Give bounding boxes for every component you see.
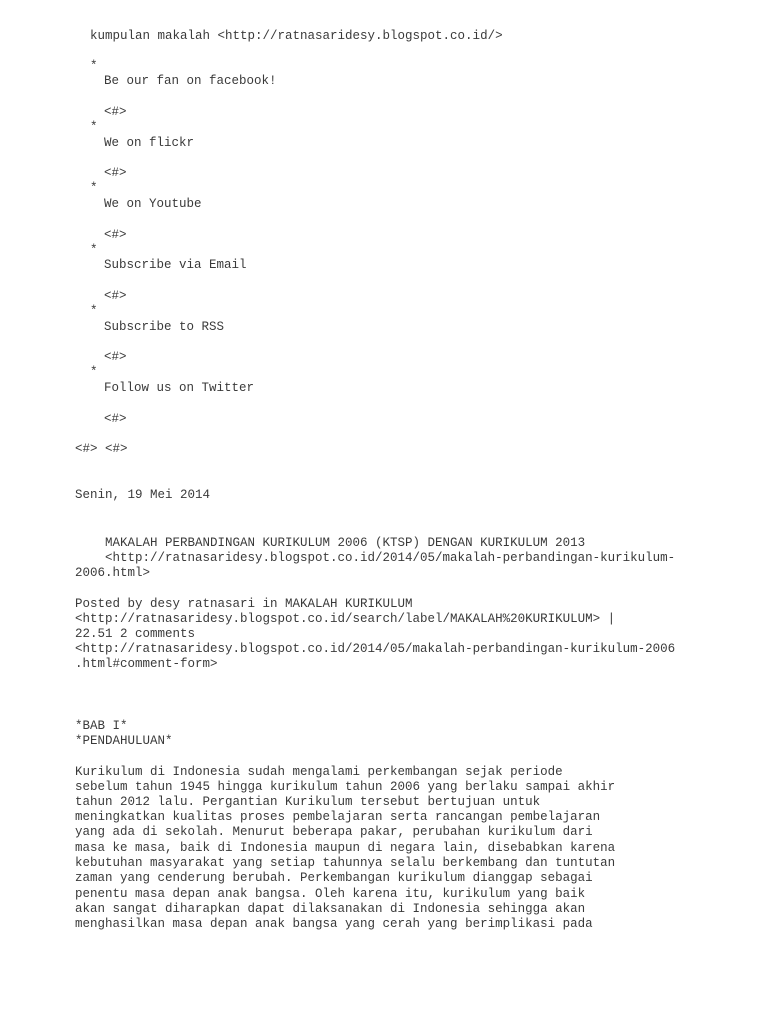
list-bullet: * — [90, 120, 98, 134]
list-bullet: * — [90, 243, 98, 257]
post-label-link[interactable]: <http://ratnasaridesy.blogspot.co.id/search/label/MAKALAH%20KURIKULUM> | — [75, 612, 616, 626]
social-link-twitter[interactable]: Follow us on Twitter — [104, 381, 255, 395]
paragraph-line: zaman yang cenderung berubah. Perkembangan kurikulum dianggap sebagai — [75, 871, 593, 885]
post-date: Senin, 19 Mei 2014 — [75, 488, 211, 502]
paragraph-line: meningkatkan kualitas proses pembelajaran serta rancangan pembelajaran — [75, 810, 601, 824]
paragraph-line: masa ke masa, baik di Indonesia maupun di negara lain, disebabkan karena — [75, 841, 616, 855]
post-title-line[interactable]: <http://ratnasaridesy.blogspot.co.id/2014/05/makalah-perbandingan-kurikulum- — [75, 551, 676, 565]
paragraph-line: tahun 2012 lalu. Pergantian Kurikulum tersebut bertujuan untuk — [75, 795, 541, 809]
post-title-line[interactable]: 2006.html> — [75, 566, 151, 580]
paragraph-line: menghasilkan masa depan anak bangsa yang cerah yang berimplikasi pada — [75, 917, 593, 931]
post-time-comments[interactable]: 22.51 2 comments — [75, 627, 196, 641]
paragraph-line: penentu masa depan anak bangsa. Oleh karena itu, kurikulum yang baik — [75, 887, 586, 901]
social-link-youtube[interactable]: We on Youtube — [104, 197, 202, 211]
social-anchor-link[interactable]: <#> — [104, 228, 127, 242]
site-home-link[interactable]: kumpulan makalah <http://ratnasaridesy.blogspot.co.id/> — [90, 29, 503, 43]
section-heading: *PENDAHULUAN* — [75, 734, 173, 748]
paragraph-line: kebutuhan masyarakat yang setiap tahunnya selalu berkembang dan tuntutan — [75, 856, 616, 870]
social-link-facebook[interactable]: Be our fan on facebook! — [104, 74, 277, 88]
paragraph-line: sebelum tahun 1945 hingga kurikulum tahun 2006 yang berlaku sampai akhir — [75, 780, 616, 794]
social-link-rss[interactable]: Subscribe to RSS — [104, 320, 225, 334]
list-bullet: * — [90, 365, 98, 379]
social-anchor-link[interactable]: <#> — [104, 289, 127, 303]
post-author-label[interactable]: Posted by desy ratnasari in MAKALAH KURIKULUM — [75, 597, 413, 611]
social-link-email[interactable]: Subscribe via Email — [104, 258, 247, 272]
paragraph-line: yang ada di sekolah. Menurut beberapa pakar, perubahan kurikulum dari — [75, 825, 593, 839]
social-anchor-link[interactable]: <#> — [104, 412, 127, 426]
social-anchor-link[interactable]: <#> — [104, 166, 127, 180]
chapter-heading: *BAB I* — [75, 719, 128, 733]
post-comment-link[interactable]: <http://ratnasaridesy.blogspot.co.id/2014/05/makalah-perbandingan-kurikulum-2006 — [75, 642, 676, 656]
paragraph-line: akan sangat diharapkan dapat dilaksanakan di Indonesia sehingga akan — [75, 902, 586, 916]
list-bullet: * — [90, 59, 98, 73]
post-title-line[interactable]: MAKALAH PERBANDINGAN KURIKULUM 2006 (KTSP) DENGAN KURIKULUM 2013 — [75, 536, 586, 550]
paragraph-line: Kurikulum di Indonesia sudah mengalami perkembangan sejak periode — [75, 765, 563, 779]
post-comment-link[interactable]: .html#comment-form> — [75, 657, 218, 671]
social-anchor-link[interactable]: <#> — [104, 105, 127, 119]
social-anchor-link[interactable]: <#> — [104, 350, 127, 364]
list-bullet: * — [90, 181, 98, 195]
list-bullet: * — [90, 304, 98, 318]
social-link-flickr[interactable]: We on flickr — [104, 136, 195, 150]
trailing-anchor-links[interactable]: <#> <#> — [75, 442, 128, 456]
